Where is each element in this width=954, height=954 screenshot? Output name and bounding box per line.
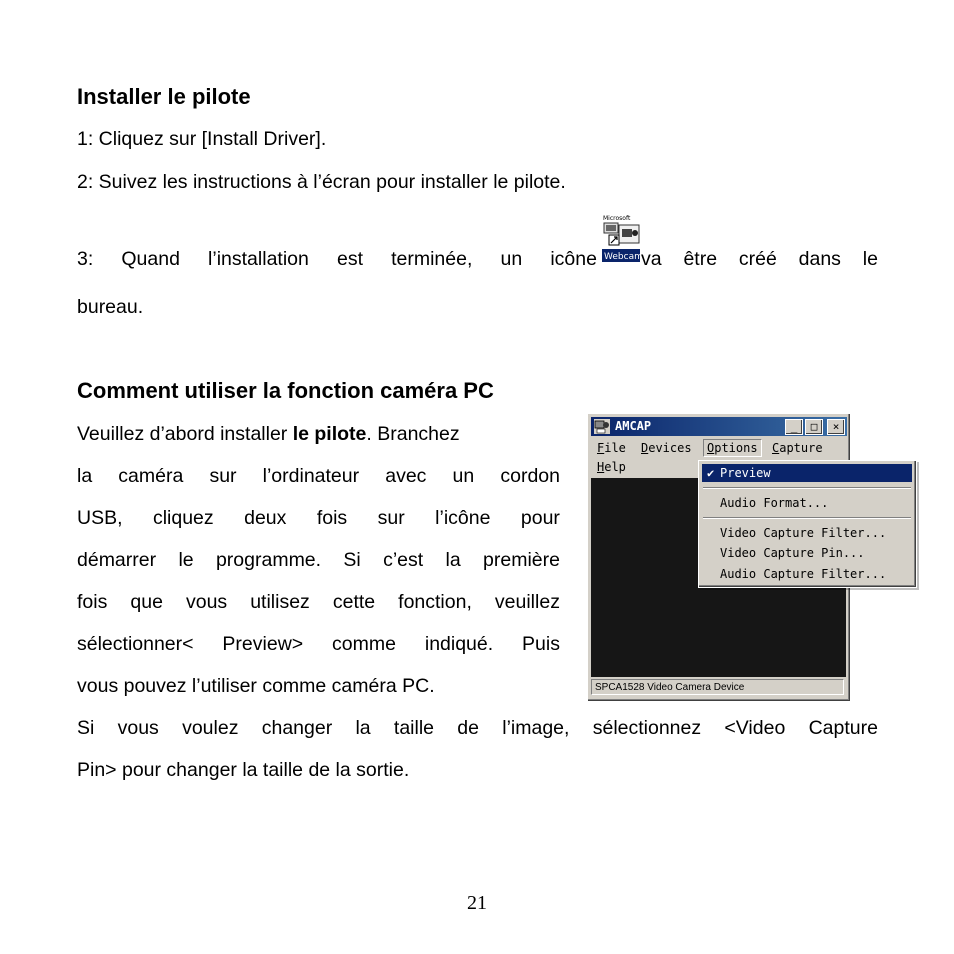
word: vous	[117, 717, 159, 739]
word: indiqué.	[424, 633, 494, 655]
word: fois	[77, 591, 108, 613]
options-dropdown-menu	[698, 460, 917, 588]
word: sélectionnez	[592, 717, 702, 739]
resize-line-1	[77, 717, 878, 740]
heading-install-driver: Installer le pilote	[77, 84, 251, 109]
menu-capture[interactable]: Capture	[772, 441, 823, 455]
word: l’installation	[208, 248, 309, 270]
word: sélectionner<	[77, 633, 194, 655]
word: l’ordinateur	[262, 465, 360, 487]
word: USB,	[77, 507, 123, 529]
icon-bottom-label: Webcam	[604, 252, 641, 262]
word: dans	[798, 248, 841, 270]
menu-file[interactable]: File	[597, 441, 626, 455]
word: la	[77, 465, 93, 487]
word: fonction,	[398, 591, 472, 613]
word: Quand	[121, 248, 180, 270]
menu-devices[interactable]: Devices	[641, 441, 692, 455]
dropdown-item-video-capture-filter[interactable]: Video Capture Filter...	[720, 526, 887, 540]
word: voulez	[182, 717, 239, 739]
amcap-title: AMCAP	[615, 419, 652, 433]
step-3-end: bureau.	[77, 296, 144, 318]
usage-line-3	[77, 507, 560, 530]
menu-options[interactable]: Options	[703, 439, 762, 457]
dropdown-item-preview[interactable]	[702, 464, 912, 482]
word: Preview>	[222, 633, 304, 655]
word: Si	[77, 717, 95, 739]
word: changer	[261, 717, 333, 739]
amcap-menubar	[591, 438, 847, 458]
word: est	[336, 248, 363, 270]
word: que	[130, 591, 163, 613]
word: créé	[738, 248, 777, 270]
word: Puis	[522, 633, 560, 655]
dropdown-separator	[703, 517, 911, 519]
word: un	[452, 465, 475, 487]
dropdown-item-preview-label: Preview	[720, 466, 771, 480]
word: le	[862, 248, 878, 270]
usage-line-1-bold: le pilote	[292, 423, 367, 445]
maximize-button[interactable]: □	[805, 419, 823, 435]
word: un	[500, 248, 523, 270]
word: la	[445, 549, 461, 571]
dropdown-separator	[703, 487, 911, 489]
word: comme	[332, 633, 396, 655]
menu-capture-label: apture	[779, 441, 823, 455]
menu-options-label: ptions	[714, 441, 758, 455]
usage-line-1-pre: Veuillez d’abord installer	[77, 423, 293, 445]
word: c’est	[383, 549, 424, 571]
word: cliquez	[152, 507, 214, 529]
word: pour	[520, 507, 560, 529]
usage-line-4	[77, 549, 560, 572]
step-1: 1: Cliquez sur [Install Driver].	[77, 128, 327, 150]
word: terminée,	[391, 248, 473, 270]
word: deux	[244, 507, 287, 529]
word: va	[641, 248, 662, 270]
usage-line-1-post: . Branchez	[366, 423, 460, 445]
menu-help[interactable]: Help	[597, 460, 626, 474]
word: cordon	[500, 465, 560, 487]
word: sur	[377, 507, 405, 529]
checkmark-icon: ✔	[707, 466, 715, 480]
word: <Video	[724, 717, 786, 739]
word: veuillez	[494, 591, 560, 613]
usage-line-6	[77, 633, 560, 656]
status-bar: SPCA1528 Video Camera Device	[591, 679, 844, 695]
amcap-titlebar[interactable]	[591, 417, 847, 436]
word: l’image,	[502, 717, 570, 739]
page-number: 21	[467, 892, 487, 914]
word: utilisez	[250, 591, 310, 613]
step-3-after-icon	[641, 248, 878, 271]
word: avec	[385, 465, 427, 487]
usage-line-5	[77, 591, 560, 614]
word: de	[457, 717, 479, 739]
word: le	[178, 549, 194, 571]
word: 3:	[77, 248, 94, 270]
resize-line-2: Pin> pour changer la taille de la sortie.	[77, 759, 410, 781]
word: taille	[393, 717, 435, 739]
word: cette	[332, 591, 376, 613]
usage-line-1	[77, 423, 460, 446]
word: vous	[185, 591, 228, 613]
webcam-desktop-icon	[601, 213, 641, 265]
dropdown-item-audio-capture-filter[interactable]: Audio Capture Filter...	[720, 567, 887, 581]
icon-top-label: Microsoft	[603, 215, 631, 222]
word: première	[483, 549, 560, 571]
dropdown-item-video-capture-pin[interactable]: Video Capture Pin...	[720, 546, 865, 560]
menu-devices-label: evices	[648, 441, 692, 455]
heading-usage: Comment utiliser la fonction caméra PC	[77, 378, 494, 403]
usage-line-7: vous pouvez l’utiliser comme caméra PC.	[77, 675, 435, 697]
usage-line-2	[77, 465, 560, 488]
word: la	[355, 717, 371, 739]
word: être	[683, 248, 718, 270]
word: programme.	[215, 549, 322, 571]
close-button[interactable]: ×	[827, 419, 845, 435]
word: Si	[343, 549, 361, 571]
word: Capture	[808, 717, 878, 739]
menu-help-label: elp	[604, 460, 626, 474]
step-3-before-icon	[77, 248, 597, 271]
word: icône	[550, 248, 597, 270]
word: caméra	[118, 465, 184, 487]
word: l’icône	[435, 507, 491, 529]
amcap-app-icon	[594, 419, 610, 434]
word: démarrer	[77, 549, 157, 571]
step-2: 2: Suivez les instructions à l’écran pour installer le pilote.	[77, 171, 566, 193]
word: sur	[209, 465, 237, 487]
dropdown-item-audio-format[interactable]: Audio Format...	[720, 496, 829, 510]
minimize-button[interactable]: _	[785, 419, 803, 435]
menu-file-label: ile	[604, 441, 626, 455]
word: fois	[316, 507, 348, 529]
